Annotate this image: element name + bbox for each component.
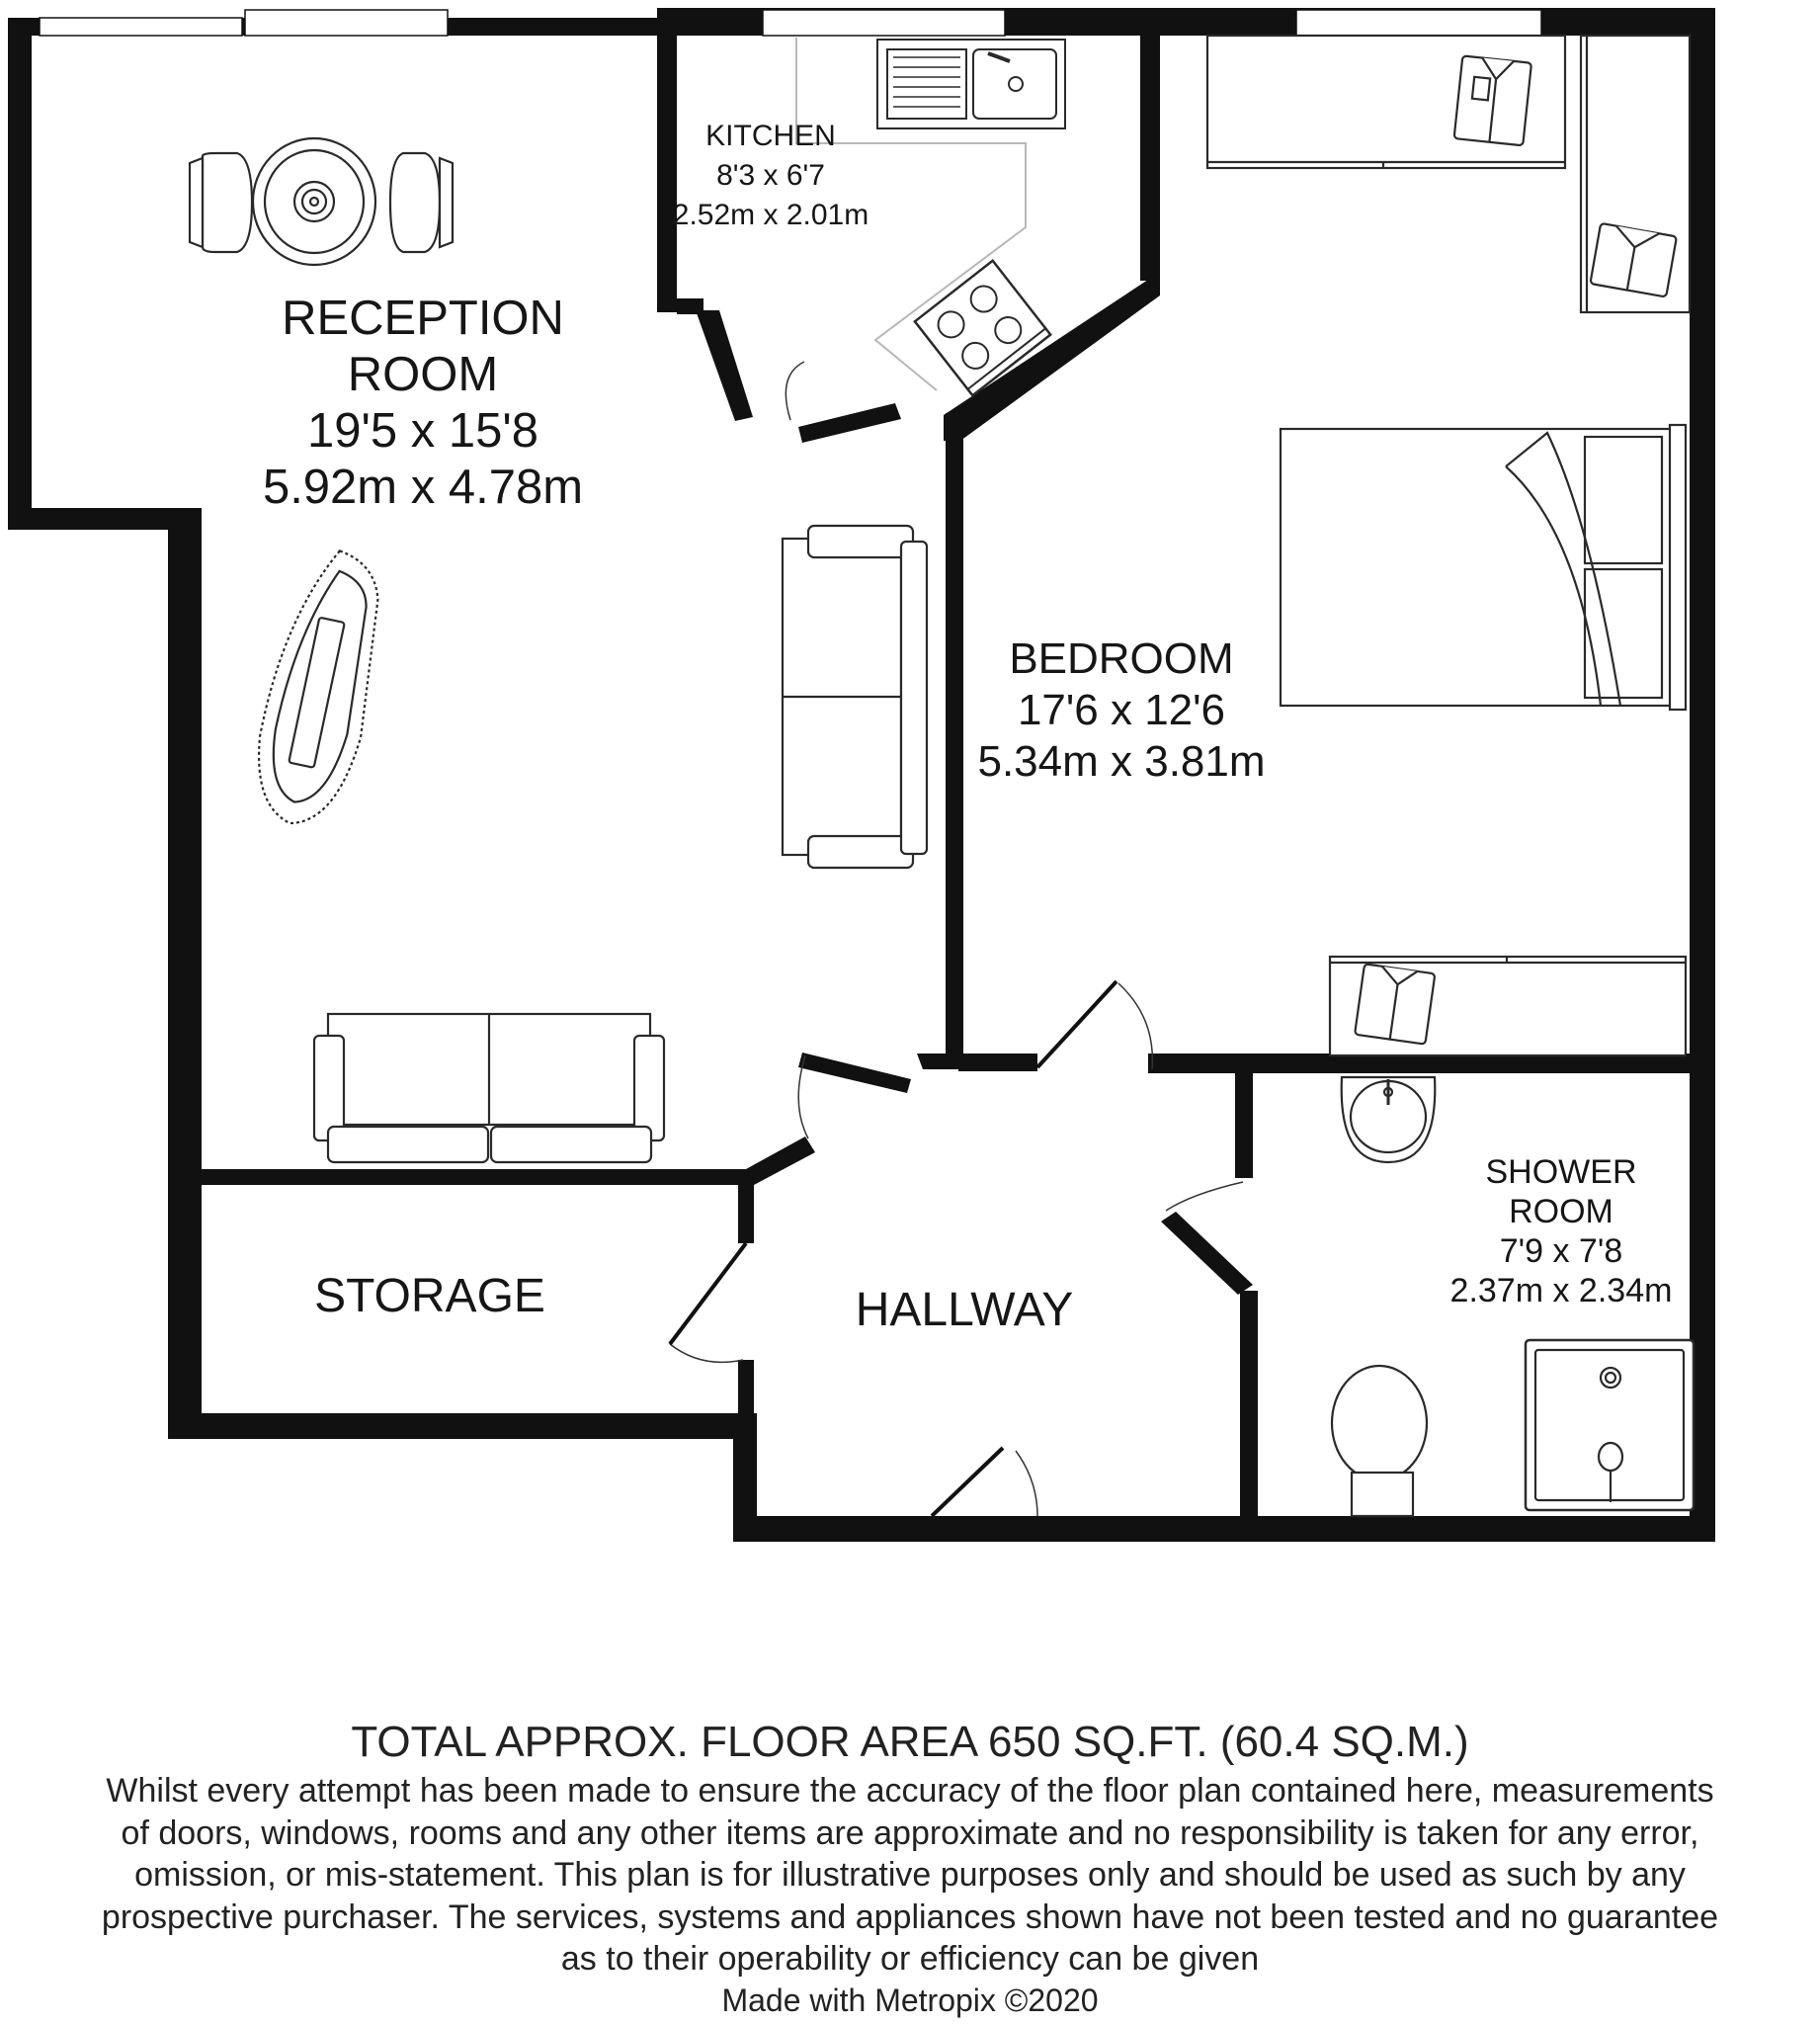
wall-shower-door-jamb xyxy=(1161,1212,1253,1295)
door-arc-hall xyxy=(1016,1451,1037,1516)
bedroom-imperial: 17'6 x 12'6 xyxy=(1017,686,1226,734)
kitchen-label xyxy=(662,117,879,235)
hallway-label xyxy=(816,1283,1113,1337)
disclaimer xyxy=(21,1770,1799,1981)
shower-name-1: SHOWER xyxy=(1485,1153,1637,1191)
bedroom-label xyxy=(958,633,1284,788)
wall-bottom-storage xyxy=(168,1413,757,1439)
door-arc-shower xyxy=(1166,1182,1243,1211)
door-arc-storage xyxy=(670,1344,743,1362)
kitchen-imperial: 8'3 x 6'7 xyxy=(716,159,825,192)
disclaimer-line-2: of doors, windows, rooms and any other items are approximate and no responsibility is taken for any error, xyxy=(121,1813,1699,1852)
reception-name-1: RECEPTION xyxy=(282,292,564,345)
disclaimer-line-1: Whilst every attempt has been made to ensure the accuracy of the floor plan contained here, measurements xyxy=(106,1772,1714,1810)
basin xyxy=(1342,1077,1436,1162)
wall-shower-left-upper xyxy=(1235,1061,1253,1178)
shower-tray xyxy=(1526,1340,1694,1510)
shower-imperial: 7'9 x 7'8 xyxy=(1499,1232,1623,1270)
wall-kitchen-door-right xyxy=(798,403,901,443)
reception-name-2: ROOM xyxy=(347,348,499,401)
windows xyxy=(40,10,1541,36)
reception-imperial: 19'5 x 15'8 xyxy=(307,404,538,458)
wall-hall-upper-left xyxy=(746,1137,815,1185)
window-reception-2 xyxy=(245,10,448,36)
wall-bedroom-bottom-left xyxy=(958,1054,1037,1071)
kitchen-name: KITCHEN xyxy=(705,120,836,152)
window-bedroom xyxy=(1296,10,1541,36)
total-floor-area: TOTAL APPROX. FLOOR AREA 650 SQ.FT. (60.4 SQ.M.) xyxy=(351,1718,1469,1766)
disclaimer-line-5: as to their operability or efficiency can be given xyxy=(560,1940,1260,1978)
wall-storage-top xyxy=(188,1169,746,1185)
disclaimer-line-3: omission, or mis-statement. This plan is for illustrative purposes only and should be used as such by any xyxy=(134,1856,1686,1894)
sink-drainer xyxy=(887,49,966,119)
shower-label xyxy=(1423,1152,1699,1310)
shirt-icon-3 xyxy=(1355,964,1435,1044)
wall-left-lower xyxy=(168,508,202,1439)
door-arc-kitchen xyxy=(786,362,804,420)
bedroom-metric: 5.34m x 3.81m xyxy=(977,737,1266,786)
hallway-name: HALLWAY xyxy=(855,1284,1074,1336)
made-with-credit: Made with Metropix ©2020 xyxy=(721,1982,1099,2018)
wall-divider-foot xyxy=(917,1054,963,1069)
toilet xyxy=(1332,1366,1427,1516)
pillow-1 xyxy=(1585,437,1662,563)
door-arc-bedroom xyxy=(1118,983,1152,1069)
wall-storage-right-upper xyxy=(738,1169,754,1243)
door-leaf-bedroom xyxy=(1037,981,1117,1067)
bedroom-name: BEDROOM xyxy=(1009,634,1234,683)
side-sofa xyxy=(783,526,927,868)
reception-label xyxy=(225,291,620,516)
door-leaf-storage xyxy=(670,1243,746,1344)
disclaimer-line-4: prospective purchaser. The services, systems and appliances shown have not been tested and no guarantee xyxy=(101,1898,1719,1936)
wall-reception-door-frag xyxy=(798,1053,911,1093)
wall-kitchen-right xyxy=(1140,20,1160,281)
wall-right xyxy=(1690,8,1715,1542)
shower-metric: 2.37m x 2.34m xyxy=(1449,1272,1673,1309)
shirt-icon xyxy=(1454,55,1531,145)
headboard xyxy=(1670,425,1686,710)
wall-storage-right-lower xyxy=(738,1360,754,1415)
dining-set xyxy=(190,138,453,265)
wall-bottom-right xyxy=(1037,1516,1715,1542)
shirt-icon-2 xyxy=(1590,223,1677,297)
wall-shower-left-lower xyxy=(1240,1291,1258,1538)
wall-hall-bottom-left xyxy=(733,1516,1037,1542)
bedroom-furniture xyxy=(1207,36,1690,1055)
main-sofa xyxy=(314,1014,664,1162)
window-reception-1 xyxy=(40,18,242,36)
rug xyxy=(243,543,397,834)
wall-left-reception xyxy=(8,18,32,530)
shower-name-2: ROOM xyxy=(1509,1193,1613,1230)
footer xyxy=(0,1715,1820,2020)
storage-label xyxy=(267,1271,593,1322)
reception-metric: 5.92m x 4.78m xyxy=(262,461,584,514)
door-leaf-hall xyxy=(932,1448,1003,1516)
storage-name: STORAGE xyxy=(314,1270,545,1322)
wall-kitchen-door-left xyxy=(696,310,753,421)
window-kitchen xyxy=(763,10,1005,36)
sink-plug xyxy=(1009,77,1023,91)
kitchen-metric: 2.52m x 2.01m xyxy=(672,199,869,231)
